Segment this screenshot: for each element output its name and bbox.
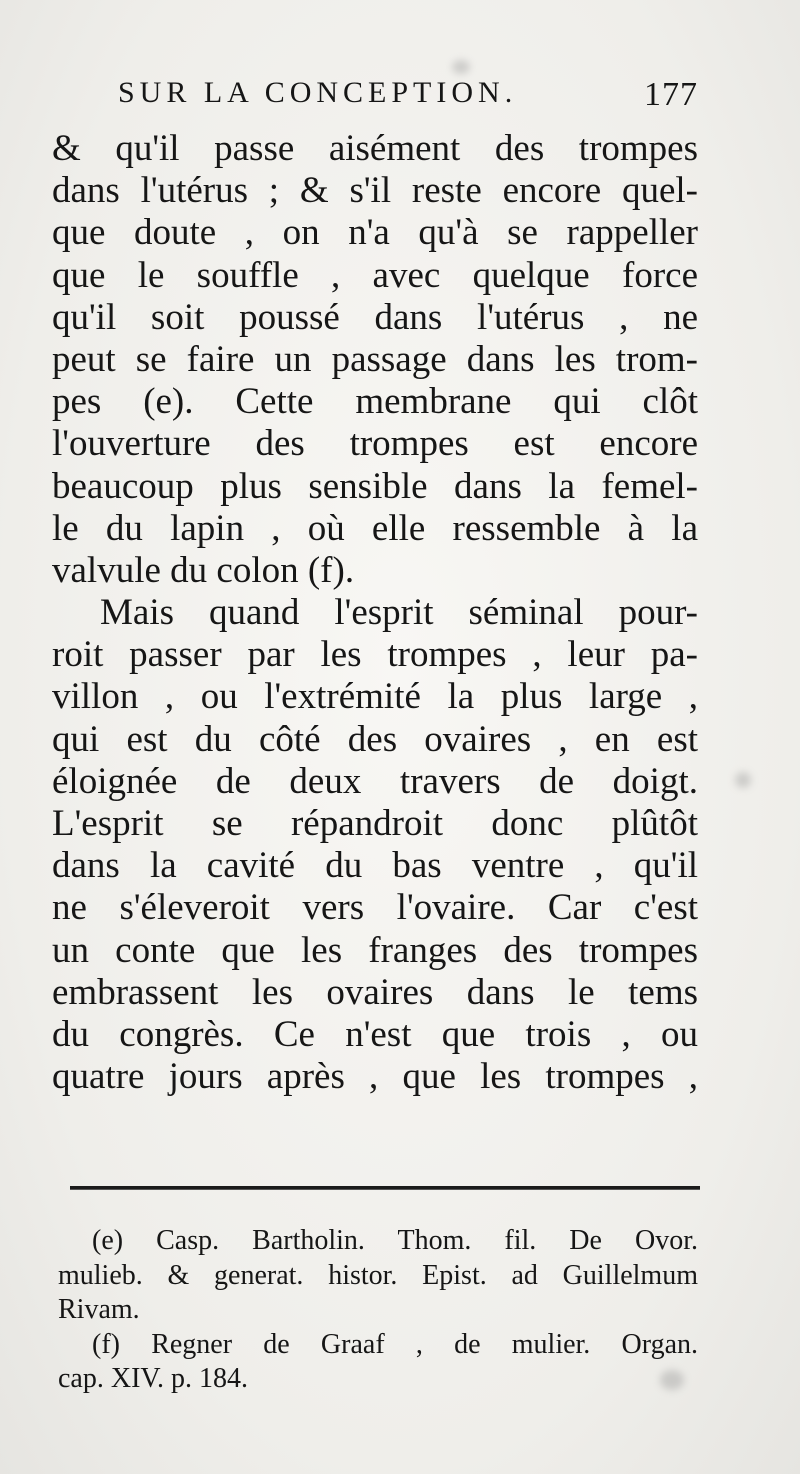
text-line: quatre jours après , que les trompes , xyxy=(52,1056,698,1098)
text-line: L'esprit se répandroit donc plûtôt xyxy=(52,803,698,844)
ink-smudge xyxy=(735,772,751,788)
text-line: roit passer par les trompes , leur pa- xyxy=(52,634,698,676)
text-line: dans l'utérus ; & s'il reste encore quel- xyxy=(52,170,698,212)
text-line: qu'il soit poussé dans l'utérus , ne xyxy=(52,296,698,338)
text-line: embrassent les ovaires dans le tems xyxy=(52,971,698,1013)
ink-smudge xyxy=(452,60,470,74)
text-line: villon , ou l'extrémité la plus large , xyxy=(52,676,698,718)
page-header xyxy=(118,76,698,120)
footnote-line: mulieb. & generat. histor. Epist. ad Guillelmum xyxy=(58,1259,698,1291)
footnote-line: cap. XIV. p. 184. xyxy=(58,1363,249,1394)
text-line: & qu'il passe aisément des trompes xyxy=(52,128,698,169)
text-line: du congrès. Ce n'est que trois , ou xyxy=(52,1013,698,1055)
text-line: ne s'éleveroit vers l'ovaire. Car c'est xyxy=(52,887,698,929)
text-line: éloignée de deux travers de doigt. xyxy=(52,760,698,802)
text-line: pes (e). Cette membrane qui clôt xyxy=(52,381,698,423)
text-line: peut se faire un passage dans les trom- xyxy=(52,338,698,380)
text-line: valvule du colon (f). xyxy=(52,549,355,591)
page-number: 177 xyxy=(644,76,698,113)
text-line: qui est du côté des ovaires , en est xyxy=(52,718,698,760)
footnote-line: Rivam. xyxy=(58,1294,140,1325)
footnotes xyxy=(58,1224,698,1397)
text-line: beaucoup plus sensible dans la femel- xyxy=(52,465,698,507)
text-line: un conte que les franges des trompes xyxy=(52,929,698,971)
footnote-line: (e) Casp. Bartholin. Thom. fil. De Ovor. xyxy=(92,1225,698,1256)
footnote-rule xyxy=(70,1186,700,1190)
paragraph-start-line: Mais quand l'esprit séminal pour- xyxy=(100,592,698,634)
text-line: que le souffle , avec quelque force xyxy=(52,254,698,296)
running-head: SUR LA CONCEPTION. xyxy=(118,76,518,109)
text-line: dans la cavité du bas ventre , qu'il xyxy=(52,845,698,887)
body-text xyxy=(52,128,698,1098)
footnote-line: (f) Regner de Graaf , de mulier. Organ. xyxy=(92,1328,698,1360)
text-line: l'ouverture des trompes est encore xyxy=(52,423,698,465)
text-line: le du lapin , où elle ressemble à la xyxy=(52,507,698,549)
text-line: que doute , on n'a qu'à se rappeller xyxy=(52,212,698,254)
